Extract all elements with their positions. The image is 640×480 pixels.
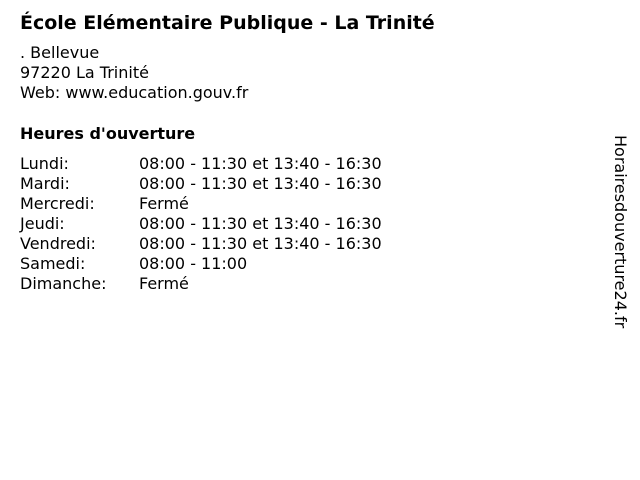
day-hours: 08:00 - 11:30 et 13:40 - 16:30 [139, 154, 382, 173]
site-watermark [602, 135, 640, 375]
day-label: Jeudi: [20, 214, 65, 233]
day-hours: 08:00 - 11:30 et 13:40 - 16:30 [139, 174, 382, 193]
day-hours: 08:00 - 11:30 et 13:40 - 16:30 [139, 234, 382, 253]
day-label: Vendredi: [20, 234, 96, 253]
day-hours: Fermé [139, 274, 189, 293]
address-web: Web: www.education.gouv.fr [20, 83, 249, 102]
address-street: . Bellevue [20, 43, 100, 62]
address-block [20, 43, 248, 103]
hours-heading: Heures d'ouverture [20, 124, 196, 143]
page-title: École Elémentaire Publique - La Trinité [20, 12, 435, 34]
day-label: Mardi: [20, 174, 70, 193]
day-label: Dimanche: [20, 274, 107, 293]
watermark-text: Horairesdouverture24.fr [611, 135, 630, 329]
address-city: 97220 La Trinité [20, 63, 149, 82]
day-hours: 08:00 - 11:30 et 13:40 - 16:30 [139, 214, 382, 233]
day-label: Samedi: [20, 254, 86, 273]
day-hours: 08:00 - 11:00 [139, 254, 248, 273]
day-label: Lundi: [20, 154, 69, 173]
day-label: Mercredi: [20, 194, 95, 213]
day-hours: Fermé [139, 194, 189, 213]
